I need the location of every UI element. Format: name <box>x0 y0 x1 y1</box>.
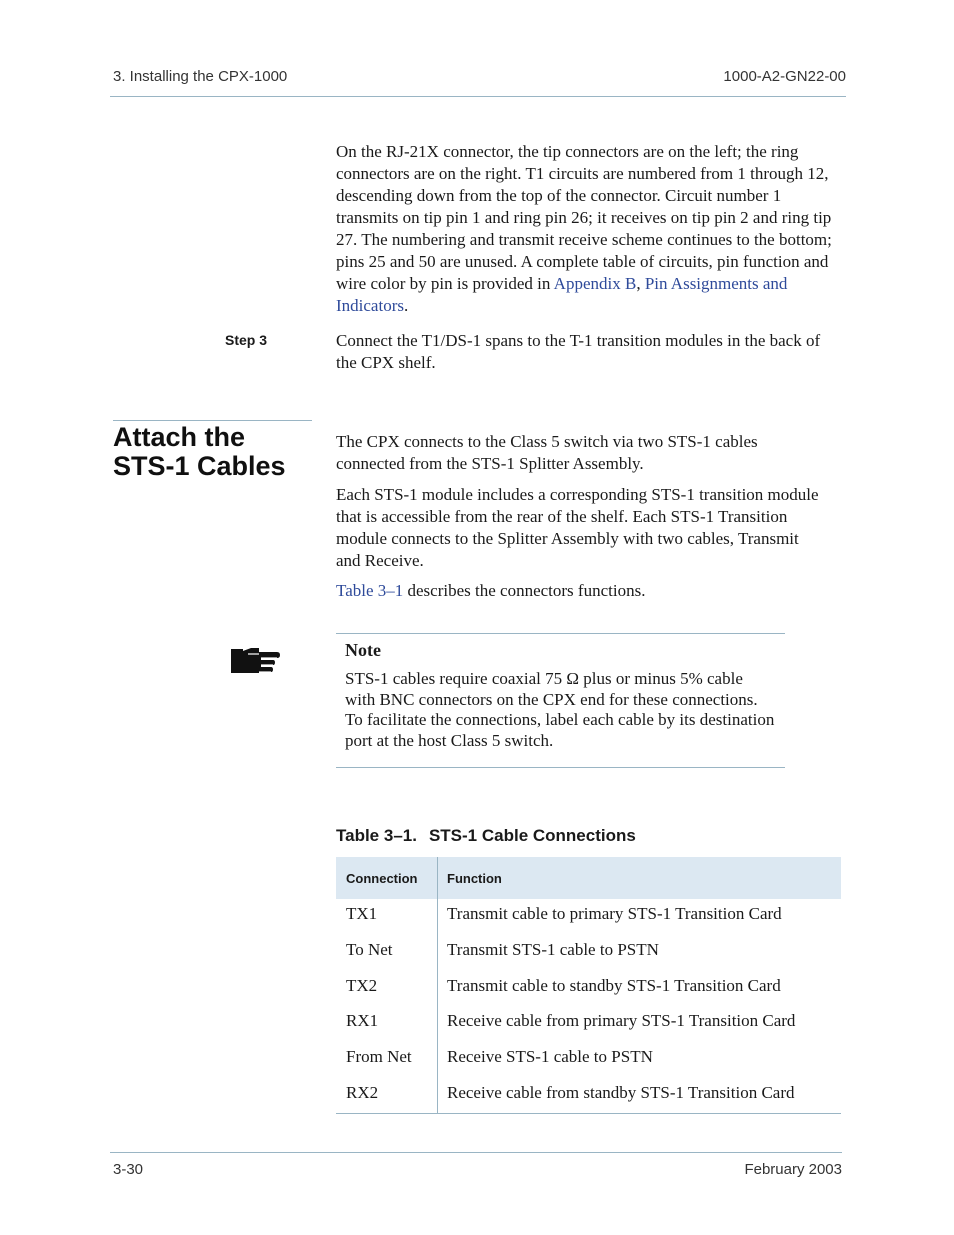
table-caption-title: STS-1 Cable Connections <box>428 826 636 845</box>
cell-function: Receive STS-1 cable to PSTN <box>447 1047 653 1067</box>
table-row <box>336 971 841 1007</box>
appendix-b-link[interactable]: Appendix B <box>553 274 637 293</box>
footer-divider <box>110 1152 842 1153</box>
intro-separator: , <box>636 274 645 293</box>
section-paragraph-3-text: describes the connectors functions. <box>403 581 646 600</box>
cell-connection: To Net <box>346 939 393 959</box>
table-caption-number: Table 3–1. <box>336 826 417 845</box>
cell-connection: TX2 <box>346 975 378 995</box>
section-title-line1: Attach the <box>113 422 246 452</box>
step-label: Step 3 <box>225 332 268 348</box>
note-top-rule <box>336 633 785 634</box>
running-header-doc-number: 1000-A2-GN22-00 <box>723 68 846 85</box>
table-row <box>336 935 841 971</box>
cell-connection: RX2 <box>346 1082 379 1102</box>
table-bottom-rule <box>336 1113 841 1114</box>
footer-date: February 2003 <box>744 1161 842 1178</box>
section-title <box>113 423 313 481</box>
cell-function: Receive cable from primary STS-1 Transition Card <box>447 1011 796 1031</box>
column-header-function: Function <box>447 871 502 886</box>
note-bottom-rule <box>336 767 785 768</box>
step-text: Connect the T1/DS-1 spans to the T-1 transition modules in the back of the CPX shelf. <box>336 331 821 372</box>
connections-table <box>336 857 841 1114</box>
column-header-connection: Connection <box>346 871 418 886</box>
cell-connection: From Net <box>346 1047 412 1067</box>
running-header-chapter: 3. Installing the CPX-1000 <box>113 68 288 85</box>
header-divider <box>110 96 846 97</box>
table-row <box>336 1042 841 1078</box>
table-row <box>336 899 841 935</box>
section-paragraph-2: Each STS-1 module includes a corresponding STS-1 transition module that is accessible from the rear of the shelf. Each STS-1 Transition module connects to the Splitter Assembly with two cables, Transmit and Receive. <box>336 485 819 570</box>
cell-function: Transmit STS-1 cable to PSTN <box>447 939 659 959</box>
table-reference-link[interactable]: Table 3–1 <box>336 581 404 600</box>
table-header-row <box>336 857 841 899</box>
note-body: STS-1 cables require coaxial 75 Ω plus or minus 5% cable with BNC connectors on the CPX end for these connections. To facilitate the connections, label each cable by its destination port at the host Class 5 switch. <box>345 669 775 750</box>
page-number: 3-30 <box>113 1161 144 1178</box>
table-caption <box>336 826 636 846</box>
cell-function: Transmit cable to primary STS-1 Transition Card <box>447 904 782 923</box>
pointing-hand-icon <box>229 642 281 676</box>
section-paragraph-1: The CPX connects to the Class 5 switch via two STS-1 cables connected from the STS-1 Splitter Assembly. <box>336 432 758 473</box>
table-row <box>336 1078 841 1114</box>
cell-connection: RX1 <box>346 1011 379 1031</box>
intro-text: On the RJ-21X connector, the tip connectors are on the left; the ring connectors are on the right. T1 circuits are numbered from 1 through 12, descending down from the top of the connector. Circuit number 1 transmits on tip pin 1 and ring pin 26; it receives on tip pin 2 and ring tip 27. The numbering and transmit receive scheme continues to the bottom; pins 25 and 50 are unused. A complete table of circuits, pin function and wire color by pin is provided in <box>336 142 832 293</box>
cell-function: Receive cable from standby STS-1 Transition Card <box>447 1082 795 1102</box>
section-title-line2: STS-1 Cables <box>113 451 286 481</box>
pin-assignments-link[interactable]: Pin Assignments and Indicators <box>336 274 788 315</box>
intro-end: . <box>403 296 409 315</box>
section-divider <box>113 420 312 421</box>
section-paragraph-3 <box>336 580 826 602</box>
cell-connection: TX1 <box>346 904 378 923</box>
cell-function: Transmit cable to standby STS-1 Transition Card <box>447 975 781 995</box>
table-column-divider <box>437 857 438 1113</box>
note-heading: Note <box>345 640 381 660</box>
intro-paragraph <box>336 141 844 317</box>
table-row <box>336 1006 841 1042</box>
